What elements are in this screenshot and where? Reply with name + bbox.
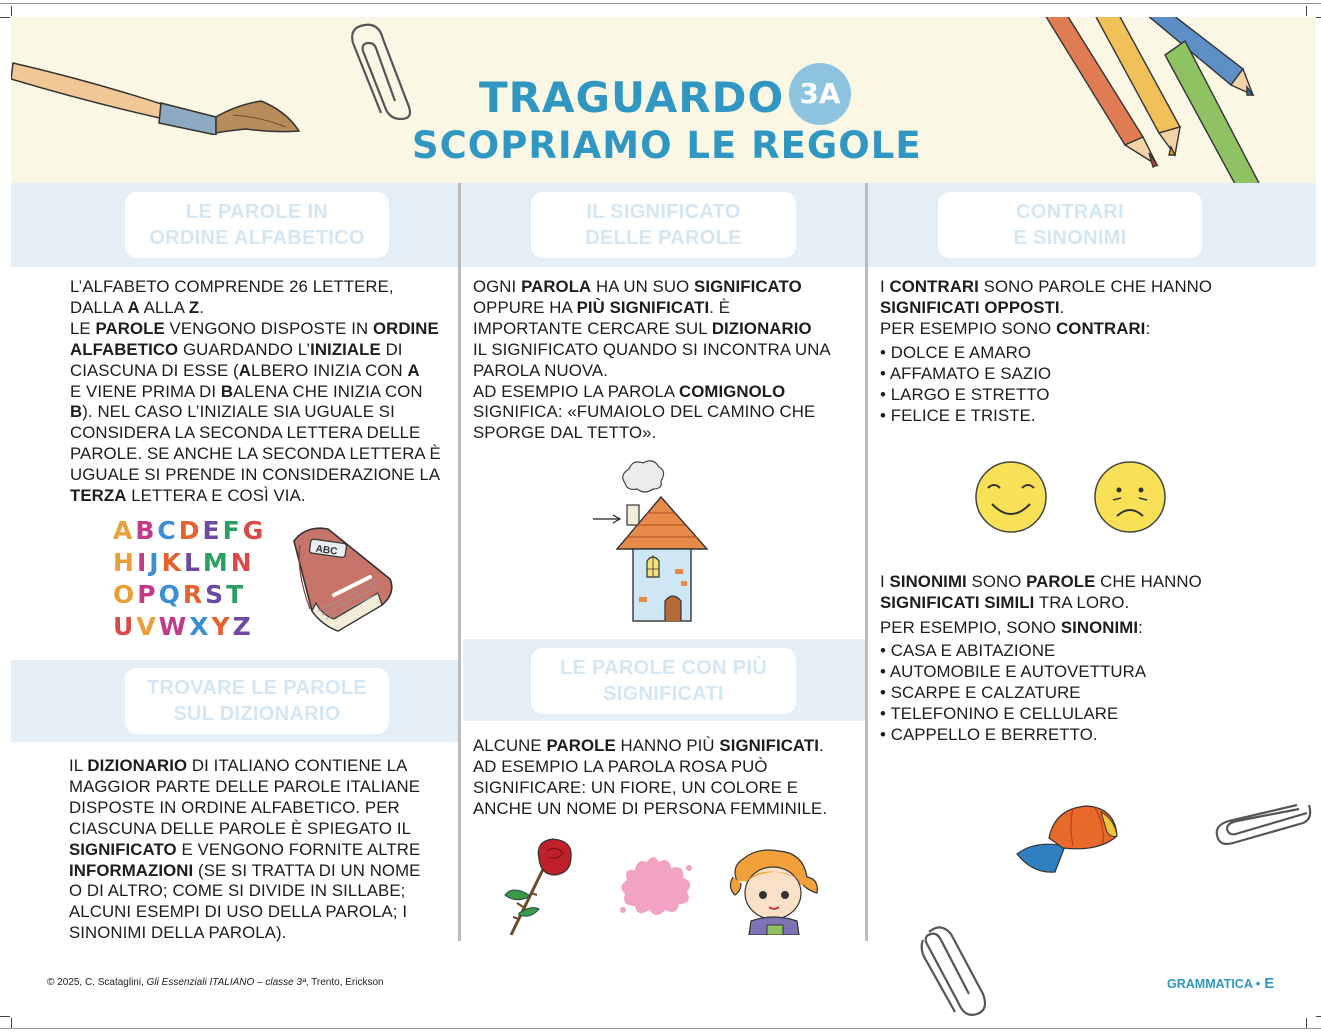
alphabet-letter: E	[202, 516, 223, 545]
alphabet-letter: V	[136, 612, 159, 641]
crop-mark	[0, 3, 1321, 4]
copyright-credit	[47, 977, 384, 988]
column-divider	[865, 183, 868, 941]
paragraph-alfabetico	[70, 277, 441, 507]
text-line: ALFABETICO GUARDANDO L’INIZIALE DI	[70, 339, 403, 359]
section-footer	[1167, 975, 1274, 992]
crop-mark	[1306, 6, 1307, 16]
text-line: E VIENE PRIMA DI BALENA CHE INIZIA CON	[70, 381, 423, 401]
alphabet-letters-icon	[113, 515, 267, 643]
alphabet-letter: H	[113, 548, 137, 577]
level-badge: 3A	[789, 63, 851, 125]
text-line: SIGNIFICATO E VENGONO FORNITE ALTRE	[69, 839, 421, 859]
paperclip-icon	[341, 21, 421, 121]
text-line: ALCUNE PAROLE HANNO PIÙ SIGNIFICATI.	[473, 736, 824, 755]
alphabet-letter: O	[113, 580, 138, 609]
alphabet-letter: X	[189, 612, 212, 641]
section-title-dizionario	[125, 668, 389, 734]
text-line: UGUALE SI PRENDE IN CONSIDERAZIONE LA	[70, 465, 441, 485]
list-item: • CASA E ABITAZIONE	[880, 641, 1146, 662]
text-line: PER ESEMPIO SONO CONTRARI:	[880, 318, 1151, 338]
alphabet-letter: M	[202, 548, 231, 577]
section-title-line: E SINONIMI	[1013, 227, 1127, 249]
alphabet-letter: Z	[232, 612, 254, 641]
text-line: IMPORTANTE CERCARE SUL DIZIONARIO	[473, 318, 812, 338]
alphabet-letter: G	[242, 516, 267, 545]
text-line: AD ESEMPIO LA PAROLA ROSA PUÒ	[473, 756, 768, 776]
text-line: CIASCUNA DELLE PAROLE È SPIEGATO IL	[69, 818, 412, 838]
sad-face-icon	[1093, 460, 1167, 534]
crop-mark	[11, 6, 12, 16]
list-contrari	[880, 343, 1051, 427]
text-line: O DI ALTRO; COME SI DIVIDE IN SILLABE;	[69, 881, 406, 901]
girl-icon	[727, 847, 823, 935]
list-item: • DOLCE E AMARO	[880, 343, 1051, 364]
alphabet-letter: I	[136, 548, 150, 577]
section-title-alfabetico	[125, 192, 389, 258]
text-line: INFORMAZIONI (SE SI TRATTA DI UN NOME	[69, 860, 421, 880]
section-title-line: DELLE PAROLE	[585, 227, 742, 249]
crop-mark	[0, 1016, 10, 1017]
alphabet-letter: N	[230, 548, 255, 577]
text-line: ANCHE UN NOME DI PERSONA FEMMINILE.	[473, 798, 828, 818]
paintbrush-icon	[11, 45, 306, 135]
section-title-line: SUL DIZIONARIO	[173, 703, 341, 725]
paragraph-sinonimi-esempio	[880, 618, 1143, 639]
alphabet-letter: L	[183, 548, 203, 577]
crop-mark	[11, 1018, 12, 1028]
alphabet-letter: A	[113, 516, 136, 545]
text-line: L’ALFABETO COMPRENDE 26 LETTERE,	[70, 277, 394, 296]
text-line: IL DIZIONARIO DI ITALIANO CONTIENE LA	[69, 756, 408, 775]
column-divider	[458, 183, 461, 941]
text-line: MAGGIOR PARTE DELLE PAROLE ITALIANE	[69, 776, 421, 796]
paragraph-dizionario	[69, 756, 420, 944]
alphabet-row	[113, 611, 253, 643]
worksheet-page	[11, 17, 1316, 1017]
alphabet-letter: D	[178, 516, 203, 545]
text-line: B). NEL CASO L’INIZIALE SIA UGUALE SI	[70, 402, 395, 422]
list-item: • TELEFONINO E CELLULARE	[880, 704, 1146, 725]
text-line: AD ESEMPIO LA PAROLA COMIGNOLO	[473, 381, 786, 401]
alphabet-letter: W	[158, 612, 190, 641]
cap-icon	[1015, 802, 1123, 874]
text-line: SINONIMI DELLA PAROLA).	[69, 923, 287, 943]
section-title-line: CONTRARI	[1016, 201, 1124, 223]
credit-suffix: , Trento, Erickson	[305, 977, 384, 988]
list-item: • FELICE E TRISTE.	[880, 406, 1051, 427]
house-chimney-icon	[589, 459, 713, 623]
happy-face-icon	[974, 460, 1048, 534]
alphabet-row	[113, 515, 267, 547]
paperclip-icon	[911, 922, 991, 1017]
text-line: SIGNIFICARE: UN FIORE, UN COLORE E	[473, 777, 799, 797]
paperclip-icon	[1211, 799, 1315, 855]
text-line: DALLA A ALLA Z.	[70, 297, 204, 317]
footer-section-label: GRAMMATICA •	[1167, 977, 1261, 991]
paragraph-significato	[473, 277, 831, 444]
text-line: CONSIDERA LA SECONDA LETTERA DELLE	[70, 423, 421, 443]
text-line: TERZA LETTERA E COSÌ VIA.	[70, 486, 306, 506]
alphabet-letter: C	[157, 516, 179, 545]
credit-prefix: © 2025, C. Scataglini,	[47, 977, 147, 988]
alphabet-letter: B	[135, 516, 158, 545]
list-item: • LARGO E STRETTO	[880, 385, 1051, 406]
page-title: TRAGUARDO	[479, 73, 785, 122]
text-line: LE PAROLE VENGONO DISPOSTE IN ORDINE	[70, 318, 439, 338]
list-item: • AUTOMOBILE E AUTOVETTURA	[880, 662, 1146, 683]
text-line: SIGNIFICA: «FUMAIOLO DEL CAMINO CHE	[473, 402, 816, 422]
alphabet-letter: J	[149, 548, 162, 577]
book-label: ABC	[314, 543, 338, 558]
credit-title: Gli Essenziali ITALIANO – classe 3ª	[146, 977, 306, 988]
text-line: SIGNIFICATI OPPOSTI.	[880, 297, 1065, 317]
text-line: IL SIGNIFICATO QUANDO SI INCONTRA UNA	[473, 339, 831, 359]
text-line: CIASCUNA DI ESSE (ALBERO INIZIA CON A	[70, 360, 420, 380]
text-line: I SINONIMI SONO PAROLE CHE HANNO	[880, 572, 1202, 591]
text-line: DISPOSTE IN ORDINE ALFABETICO. PER	[69, 797, 400, 817]
list-item: • SCARPE E CALZATURE	[880, 683, 1146, 704]
paragraph-piu-significati	[473, 736, 827, 820]
paragraph-sinonimi	[880, 572, 1202, 614]
text-line: SPORGE DAL TETTO».	[473, 423, 657, 443]
list-sinonimi	[880, 641, 1146, 746]
text-line: PER ESEMPIO, SONO SINONIMI:	[880, 618, 1143, 637]
alphabet-letter: Y	[211, 612, 233, 641]
section-title-line: LE PAROLE CON PIÙ	[560, 657, 767, 679]
alphabet-letter: Q	[158, 580, 183, 609]
section-title-line: TROVARE LE PAROLE	[147, 677, 367, 699]
paragraph-contrari	[880, 277, 1212, 340]
text-line: OPPURE HA PIÙ SIGNIFICATI. È	[473, 297, 731, 317]
crop-mark	[0, 1028, 1321, 1029]
page-subtitle: SCOPRIAMO LE REGOLE	[412, 124, 922, 167]
alphabet-letter: S	[205, 580, 227, 609]
footer-section-letter: E	[1264, 975, 1275, 992]
alphabet-letter: K	[161, 548, 184, 577]
alphabet-row	[113, 579, 253, 611]
book-icon	[286, 521, 401, 633]
alphabet-letter: U	[113, 612, 137, 641]
page-header	[11, 17, 1316, 183]
section-title-significato	[531, 192, 796, 258]
rose-icon	[501, 837, 581, 937]
text-line: SIGNIFICATI SIMILI TRA LORO.	[880, 592, 1130, 612]
pink-splash-icon	[617, 852, 697, 922]
section-title-line: LE PAROLE IN	[185, 201, 329, 223]
text-line: OGNI PAROLA HA UN SUO SIGNIFICATO	[473, 277, 802, 296]
section-title-line: ORDINE ALFABETICO	[149, 227, 365, 249]
alphabet-letter: R	[182, 580, 206, 609]
text-line: ALCUNI ESEMPI DI USO DELLA PAROLA; I	[69, 902, 408, 922]
crop-mark	[1306, 1018, 1307, 1028]
list-item: • CAPPELLO E BERRETTO.	[880, 725, 1146, 746]
text-line: I CONTRARI SONO PAROLE CHE HANNO	[880, 277, 1213, 296]
alphabet-letter: F	[222, 516, 243, 545]
section-title-contrari	[938, 192, 1202, 258]
section-title-line: IL SIGNIFICATO	[586, 201, 741, 223]
list-item: • AFFAMATO E SAZIO	[880, 364, 1051, 385]
alphabet-letter: T	[226, 580, 247, 609]
section-title-piu-significati	[531, 648, 796, 714]
text-line: PAROLE. SE ANCHE LA SECONDA LETTERA È	[70, 444, 441, 464]
alphabet-letter: P	[137, 580, 159, 609]
section-title-line: SIGNIFICATI	[603, 683, 724, 705]
text-line: PAROLA NUOVA.	[473, 360, 608, 380]
alphabet-row	[113, 547, 253, 579]
crop-mark	[0, 17, 10, 18]
